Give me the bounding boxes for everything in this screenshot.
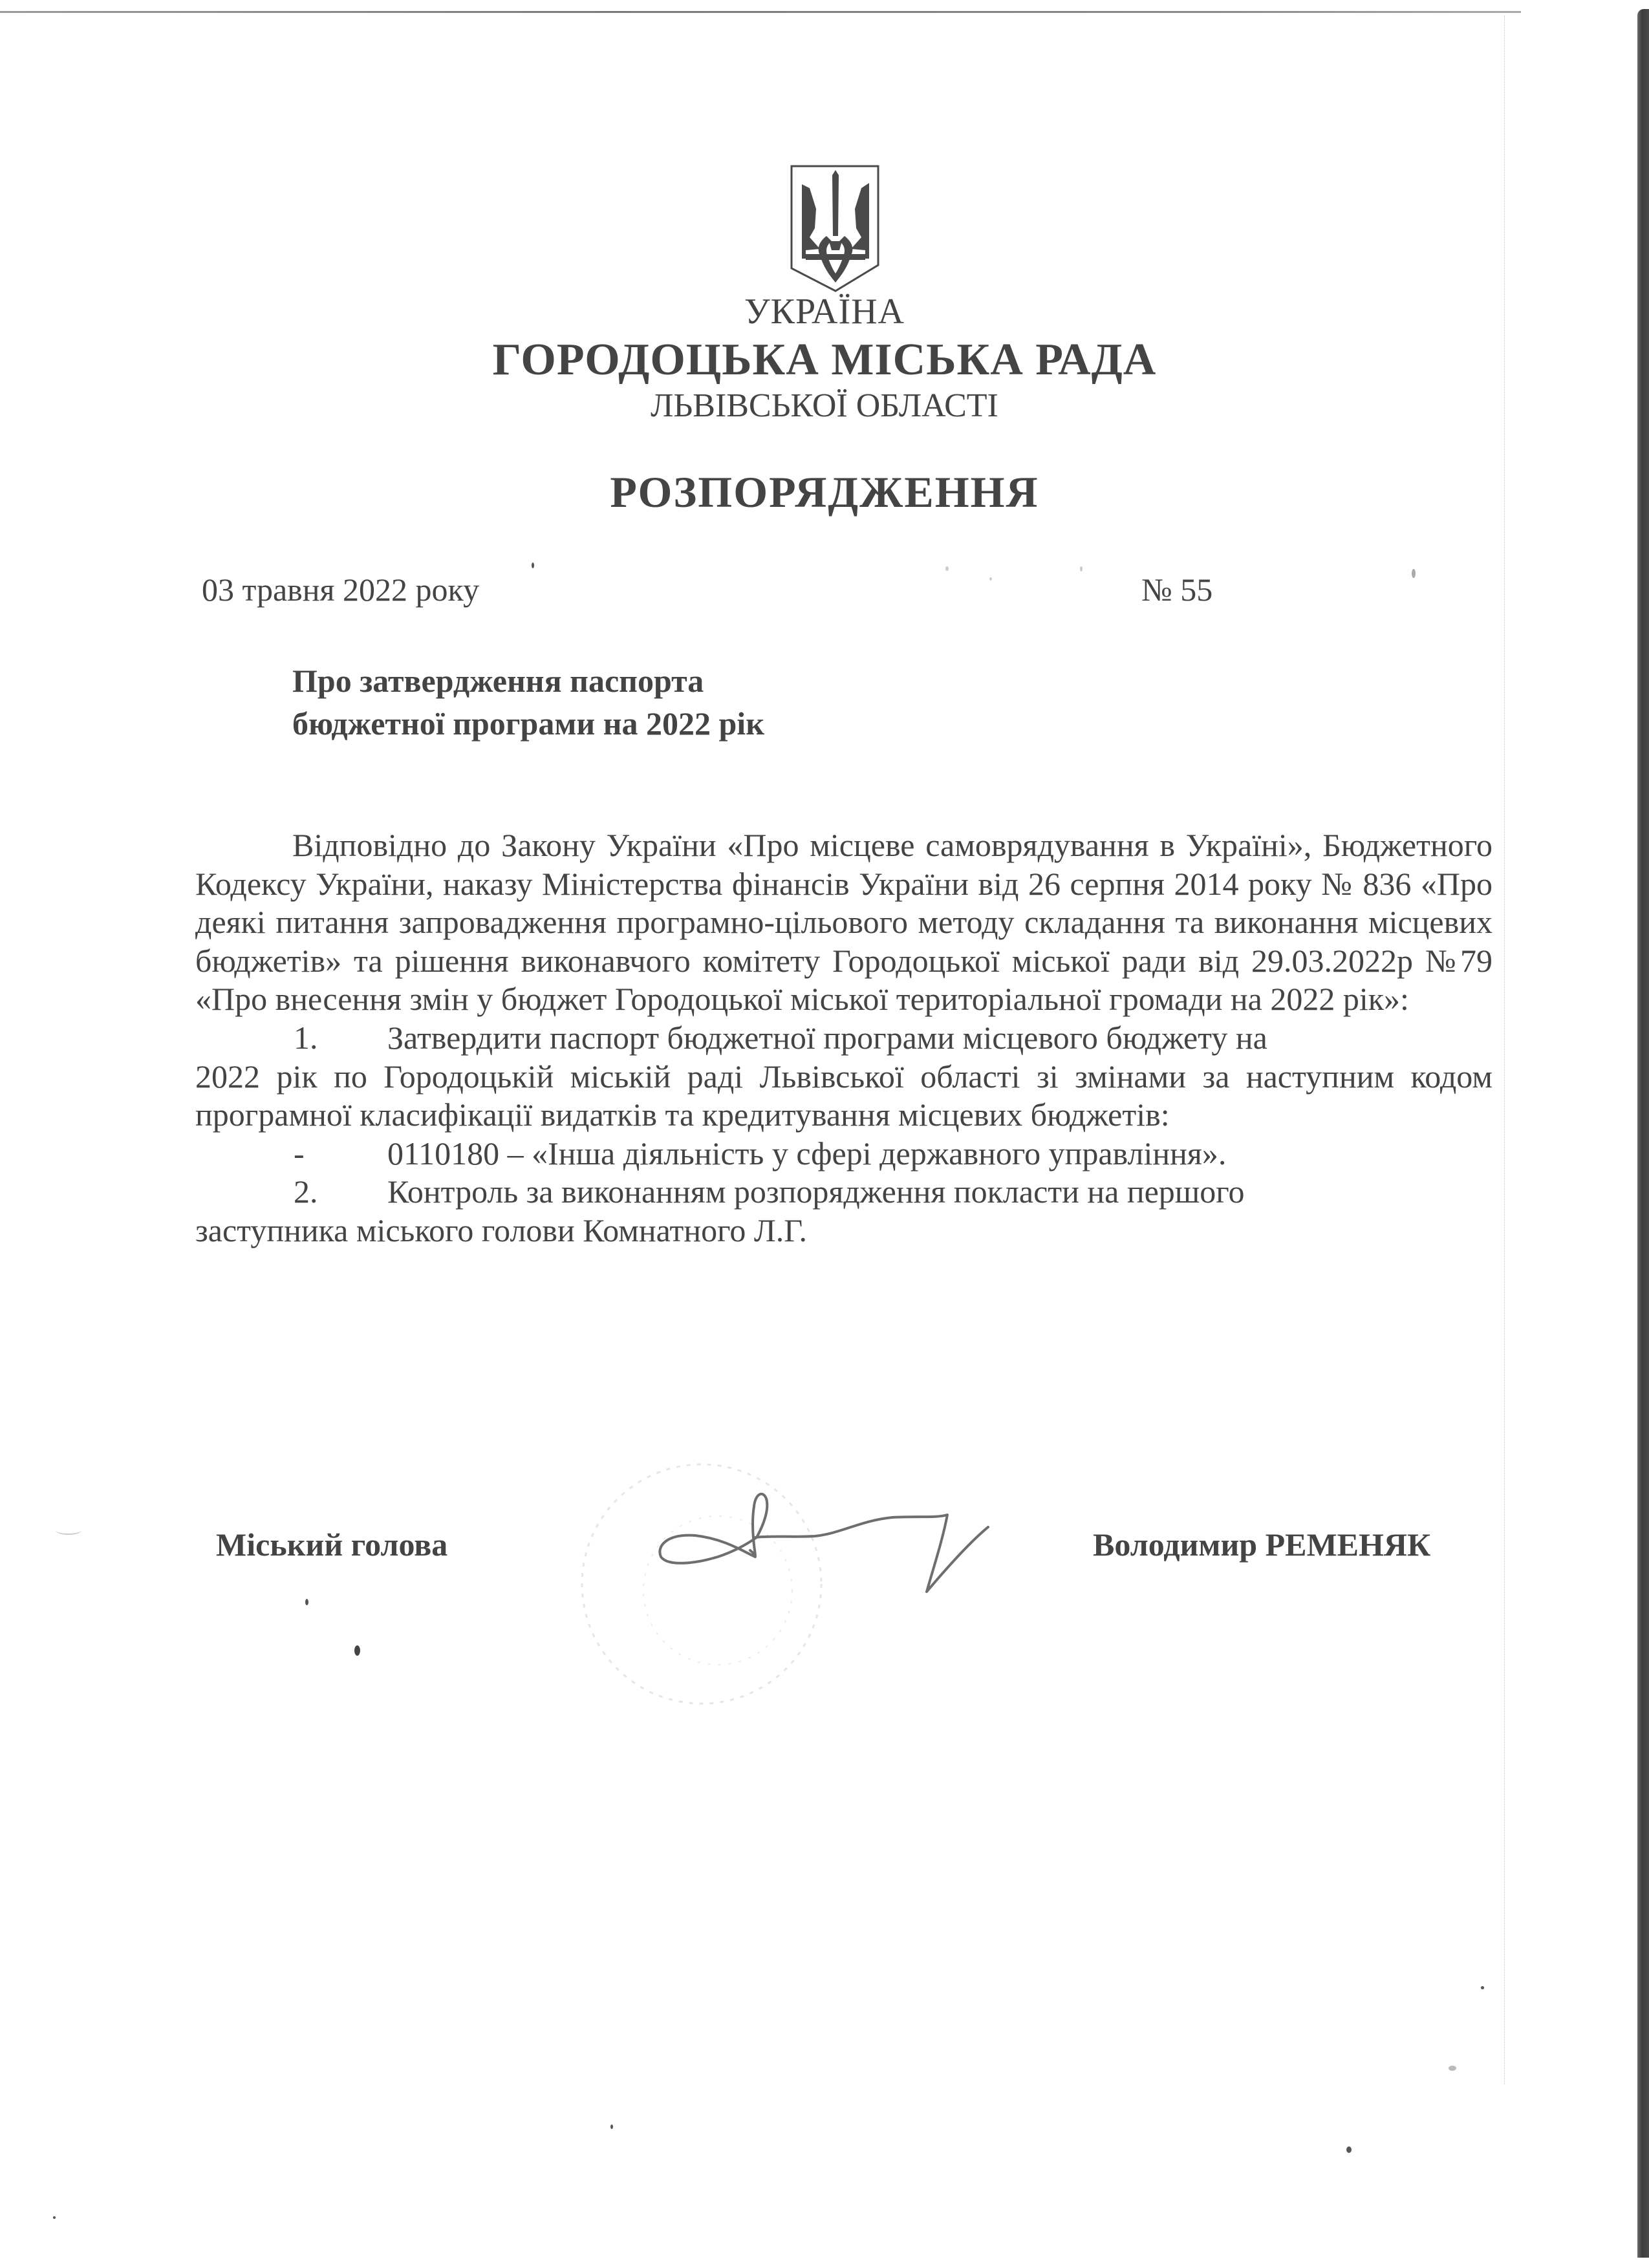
list-marker: 1.: [294, 1019, 318, 1056]
document-subject: [292, 659, 1068, 745]
scan-speck: [532, 562, 534, 568]
scan-speck: [1449, 2066, 1456, 2071]
scan-speck: [1346, 2146, 1352, 2153]
list-item-text: Контроль за виконанням розпорядження покласти на першого: [387, 1173, 1245, 1210]
list-item-dash: [195, 1135, 1493, 1173]
document-body: [195, 826, 1493, 1250]
header-country: УКРАЇНА: [744, 292, 905, 332]
list-item-2-continuation: заступника міського голови Комнатного Л.Г.: [195, 1212, 808, 1248]
list-item-1-continuation: 2022 рік по Городоцькій міській раді Львівської області зі змінами за наступним кодом програмної класифікації видатків та кредитування місцевих бюджетів:: [195, 1058, 1493, 1133]
coat-of-arms-trident-icon: [790, 165, 881, 294]
scan-artifact-arc: [56, 1526, 81, 1535]
scan-speck: [945, 566, 949, 571]
list-item-1: [195, 1019, 1493, 1058]
program-code-item: 0110180 – «Інша діяльність у сфері державного управління».: [387, 1135, 1227, 1171]
header-region: ЛЬВІВСЬКОЇ ОБЛАСТІ: [651, 387, 998, 424]
preamble-paragraph: Відповідно до Закону України «Про місцеве самоврядування в Україні», Бюджетного Кодексу України, наказу Міністерства фінансів України від 26 серпня 2014 року № 836 «Про деякі питання запровадження програмно-цільового методу складання та виконання місцевих бюджетів» та рішення виконавчого комітету Городоцької міської ради від 29.03.2022р №79 «Про внесення змін у бюджет Городоцької міської територіальної громади на 2022 рік»:: [195, 827, 1493, 1018]
scan-speck: [1412, 569, 1416, 578]
document-number: № 55: [1141, 572, 1213, 608]
signatory-name: Володимир РЕМЕНЯК: [1093, 1526, 1431, 1563]
scan-speck: [305, 1599, 308, 1605]
scan-speck: [1481, 1986, 1484, 1989]
list-marker: -: [294, 1135, 305, 1171]
signatory-title: Міський голова: [216, 1526, 448, 1563]
scan-top-edge-line: [0, 11, 1521, 13]
handwritten-signature: [640, 1474, 1015, 1616]
scan-speck: [1080, 566, 1083, 572]
scan-speck: [354, 1645, 360, 1656]
list-item-text: Затвердити паспорт бюджетної програми місцевого бюджету на: [387, 1019, 1267, 1056]
document-type-title: РОЗПОРЯДЖЕННЯ: [610, 467, 1039, 517]
subject-line-1: Про затвердження паспорта: [292, 663, 704, 699]
scan-speck: [989, 577, 992, 581]
document-date: 03 травня 2022 року: [202, 572, 480, 608]
list-item-2: [195, 1173, 1493, 1212]
scan-speck: [610, 2124, 613, 2129]
subject-line-2: бюджетної програми на 2022 рік: [292, 705, 765, 742]
list-marker: 2.: [294, 1173, 318, 1210]
header-council-name: ГОРОДОЦЬКА МІСЬКА РАДА: [492, 335, 1157, 385]
scan-speck: [53, 2216, 56, 2219]
